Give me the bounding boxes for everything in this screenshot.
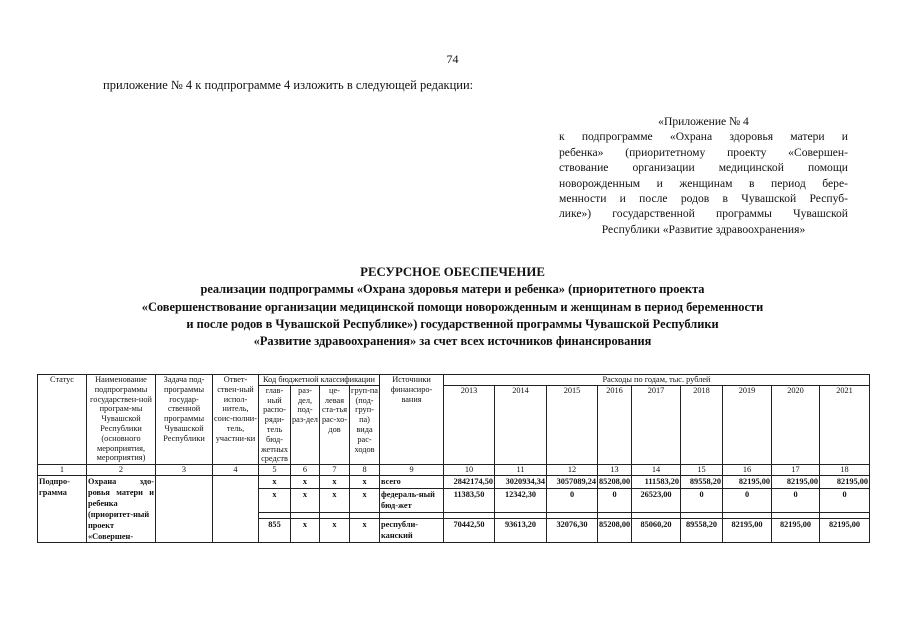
col-sources-header: Источники финансиро-вания [380, 375, 444, 465]
value-cell: 12342,30 [495, 488, 547, 512]
column-number: 12 [547, 465, 598, 476]
col-year-header: 2017 [632, 385, 681, 464]
column-number: 4 [213, 465, 259, 476]
column-number: 8 [350, 465, 380, 476]
appendix-line: Республики «Развитие здравоохранения» [601, 222, 806, 236]
code-cell: x [320, 476, 350, 489]
title-line: и после родов в Чувашской Республике») государственной программы Чувашской Республики [186, 316, 719, 331]
source-cell: федераль-ный бюд-жет [380, 488, 444, 512]
col-year-header: 2019 [723, 385, 772, 464]
column-number: 2 [87, 465, 156, 476]
value-cell: 82195,00 [820, 518, 870, 542]
column-number: 1 [38, 465, 87, 476]
col-expenses-header: Расходы по годам, тыс. рублей [444, 375, 870, 386]
value-cell: 85060,20 [632, 518, 681, 542]
col-target-header: це-левая ста-тья рас-хо-дов [320, 385, 350, 464]
column-number: 15 [681, 465, 723, 476]
column-number: 18 [820, 465, 870, 476]
value-cell: 111583,20 [632, 476, 681, 489]
value-cell: 70442,50 [444, 518, 495, 542]
value-cell: 85208,00 [598, 518, 632, 542]
column-number: 17 [772, 465, 820, 476]
value-cell: 3057089,24 [547, 476, 598, 489]
col-name-header: Наименование подпрограммы государствен-ной програм-мы Чувашской Республики (основного мероприятия, мероприятия) [87, 375, 156, 465]
value-cell: 82195,00 [772, 476, 820, 489]
column-number: 14 [632, 465, 681, 476]
column-number-row [38, 465, 870, 476]
executor-cell [213, 476, 259, 543]
title-line: РЕСУРСНОЕ ОБЕСПЕЧЕНИЕ [360, 265, 545, 279]
intro-text: приложение № 4 к подпрограмме 4 изложить в следующей редакции: [103, 78, 474, 92]
col-chief-manager-header: глав-ный распо-ряди-тель бюд-жетных средств [259, 385, 291, 464]
column-number: 9 [380, 465, 444, 476]
document-title [80, 264, 825, 350]
col-year-header: 2015 [547, 385, 598, 464]
code-cell: x [350, 518, 380, 542]
value-cell: 82195,00 [723, 518, 772, 542]
col-year-header: 2016 [598, 385, 632, 464]
col-executor-header: Ответ-ствен-ный испол-нитель, соис-полни-тель, участни-ки [213, 375, 259, 465]
code-cell: x [259, 488, 291, 512]
code-cell: x [291, 488, 320, 512]
value-cell: 93613,20 [495, 518, 547, 542]
status-cell: Подпро-грамма [38, 476, 87, 543]
code-cell: x [291, 518, 320, 542]
code-cell: 855 [259, 518, 291, 542]
value-cell: 0 [681, 488, 723, 512]
source-cell: республи-канский [380, 518, 444, 542]
code-cell: x [320, 488, 350, 512]
title-line: «Совершенствование организации медицинской помощи новорожденным и женщинам в период беременности [141, 299, 764, 314]
col-section-header: раз-дел, под-раз-дел [291, 385, 320, 464]
table-row [38, 476, 870, 489]
value-cell: 0 [723, 488, 772, 512]
value-cell: 89558,20 [681, 518, 723, 542]
appendix-line: новорожденным и женщинам в период бере- [559, 176, 848, 190]
value-cell: 82195,00 [772, 518, 820, 542]
value-cell: 0 [547, 488, 598, 512]
appendix-line: ствование организации медицинской помощи [559, 161, 848, 175]
appendix-line: к подпрограмме «Охрана здоровья матери и [559, 130, 848, 144]
col-group-header: груп-па (под-груп-па) вида рас-ходов [350, 385, 380, 464]
col-year-header: 2020 [772, 385, 820, 464]
value-cell: 26523,00 [632, 488, 681, 512]
column-number: 10 [444, 465, 495, 476]
appendix-line: «Приложение № 4 [658, 115, 749, 128]
code-cell: x [350, 476, 380, 489]
column-number: 6 [291, 465, 320, 476]
column-number: 7 [320, 465, 350, 476]
column-number: 5 [259, 465, 291, 476]
code-cell: x [320, 518, 350, 542]
value-cell: 0 [820, 488, 870, 512]
task-cell [156, 476, 213, 543]
title-line: «Развитие здравоохранения» за счет всех источников финансирования [253, 334, 652, 349]
resource-table [37, 374, 870, 543]
col-year-header: 2014 [495, 385, 547, 464]
value-cell: 3020934,34 [495, 476, 547, 489]
col-task-header: Задача под-программы государ-ственной программы Чувашской Республики [156, 375, 213, 465]
appendix-line: ребенка» (приоритетному проекту «Совершен- [559, 145, 848, 159]
value-cell: 82195,00 [723, 476, 772, 489]
column-number: 13 [598, 465, 632, 476]
col-year-header: 2021 [820, 385, 870, 464]
value-cell: 89558,20 [681, 476, 723, 489]
col-budget-code-header: Код бюджетной классификации [259, 375, 380, 386]
column-number: 3 [156, 465, 213, 476]
page-number: 74 [446, 52, 459, 66]
appendix-line: менности и после родов в Чувашской Респуб- [559, 192, 848, 206]
column-number: 11 [495, 465, 547, 476]
value-cell: 82195,00 [820, 476, 870, 489]
title-line: реализации подпрограммы «Охрана здоровья матери и ребенка» (приоритетного проекта [200, 282, 705, 297]
appendix-line: лике») государственной программы Чувашской [559, 207, 848, 221]
appendix-note [559, 114, 848, 237]
col-year-header: 2013 [444, 385, 495, 464]
col-status-header: Статус [38, 375, 87, 465]
value-cell: 0 [598, 488, 632, 512]
column-number: 16 [723, 465, 772, 476]
source-cell: всего [380, 476, 444, 489]
code-cell: x [350, 488, 380, 512]
header-row [38, 375, 870, 386]
value-cell: 2842174,50 [444, 476, 495, 489]
value-cell: 85208,00 [598, 476, 632, 489]
name-cell: Охрана здо-ровья матери и ребенка (приоритет-ный проект «Совершен- [88, 477, 154, 542]
code-cell: x [291, 476, 320, 489]
code-cell: x [259, 476, 291, 489]
value-cell: 0 [772, 488, 820, 512]
col-year-header: 2018 [681, 385, 723, 464]
value-cell: 32076,30 [547, 518, 598, 542]
value-cell: 11383,50 [444, 488, 495, 512]
